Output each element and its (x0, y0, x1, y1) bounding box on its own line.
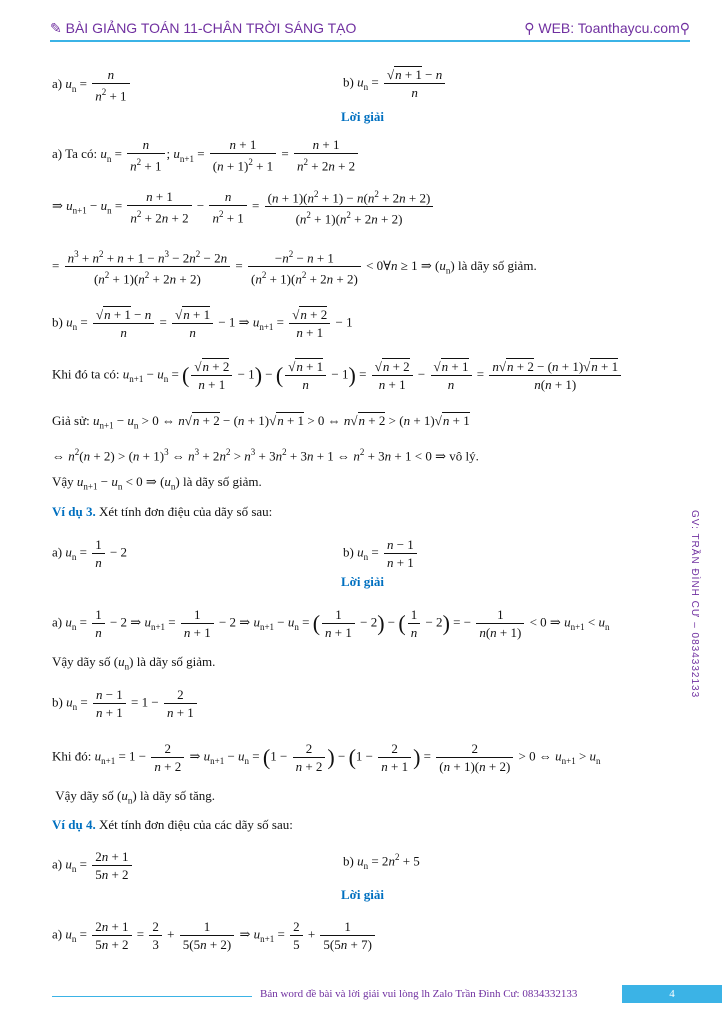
exercise-b: b) $u_n$ = $\frac{√n + 1 - n}{n}$ (343, 66, 447, 101)
example-4: Ví dụ 4. Xét tính đơn điệu của các dãy số sau: (52, 817, 293, 832)
page-header (50, 18, 690, 42)
solution-2-line-4: Khi đó: $u_{n+1} = 1$ − $\frac{2}{n + 2}$ ⇒ $u_{n+1} - u_n = (1$ − $\frac{2}{n + 2}$ ) − (1 − $\frac{2}{n + 1}$ ) = $\frac{2}{(n + 1)(n + 2)}$ > 0 ⇔ $u_{n+1} > u_n$ (52, 741, 601, 774)
header-title: ✎ BÀI GIẢNG TOÁN 11-CHÂN TRỜI SÁNG TẠO (50, 20, 357, 36)
example-3-a: a) $u_n$ = $\frac{1}{n}$ − 2 (52, 537, 128, 570)
solution-line-7: ⇔ $n^2(n + 2) > (n + 1)^3$ ⇔ $n^3 + 2n^2 > n^3 + 3n^2 + 3n + 1$ ⇔ $n^2 + 3n + 1 < 0$ ⇒ vô lý. (52, 447, 479, 464)
solution-2-line-3: b) $u_n$ = $\frac{n - 1}{n + 1}$ = 1 − $\frac{2}{n + 1}$ (52, 686, 199, 721)
solution-line-8: Vậy $u_{n+1} - u_n < 0$ ⇒ $(u_n)$ là dãy số giảm. (52, 474, 262, 492)
solution-line-1: a) Ta có: $u_n$ = $\frac{n}{n^2 + 1}$ ; $u_{n+1}$ = $\frac{n + 1}{(n + 1)^2 + 1}$ = $\frac{n + 1}{n^2 + 2n + 2}$ (52, 136, 360, 174)
page-number: 4 (622, 985, 722, 1003)
solution-line-3: = $\frac{n^3 + n^2 + n + 1 - n^3 - 2n^2 - 2n}{(n^2 + 1)(n^2 + 2n + 2)}$ = $\frac{-n^2 - n + 1}{(n^2 + 1)(n^2 + 2n + 2)}$ < 0∀n ≥ 1 ⇒ $(u_n)$ là dãy số giảm. (52, 246, 537, 288)
example-4-a: a) $u_n$ = $\frac{2n + 1}{5n + 2}$ (52, 848, 134, 883)
solution-heading-2: Lời giải (341, 574, 384, 589)
solution-heading-3: Lời giải (341, 887, 384, 902)
solution-line-6: Giả sử: $u_{n+1} - u_n > 0$ ⇔ n√n + 2 − (n + 1)√n + 1 > 0 ⇔ n√n + 2 > (n + 1)√n + 1 (52, 413, 470, 431)
solution-line-4: b) $u_n$ = $\frac{√n + 1 - n}{n}$ = $\frac{√n + 1}{n}$ − 1 ⇒ $u_{n+1}$ = $\frac{√n + 2}{n + 1}$ − 1 (52, 307, 353, 340)
side-author-text: GV: TRẦN ĐÌNH CƯ – 0834332133 (689, 510, 700, 699)
footer-note: Bản word đề bài và lời giải vui lòng lh Zalo Trần Đình Cư: 0834332133 (260, 988, 578, 1000)
solution-line-2: ⇒ $u_{n+1} - u_n$ = $\frac{n + 1}{n^2 + 2n + 2}$ − $\frac{n}{n^2 + 1}$ = $\frac{(n + 1)(n^2 + 1) - n(n^2 + 2n + 2)}{(n^2 + 1)(n^2 + 2n + 2)}$ (52, 186, 435, 228)
header-website: ⚲ WEB: Toanthaycu.com⚲ (524, 20, 690, 36)
example-4-b: b) $u_n = 2n^2 + 5$ (343, 852, 420, 871)
example-3: Ví dụ 3. Xét tính đơn điệu của dãy số sau: (52, 504, 273, 519)
exercise-a: a) $u_n$ = $\frac{n}{n^2 + 1}$ (52, 66, 132, 104)
example-3-b: b) $u_n$ = $\frac{n - 1}{n + 1}$ (343, 536, 419, 571)
solution-2-line-1: a) $u_n$ = $\frac{1}{n}$ − 2 ⇒ $u_{n+1}$ = $\frac{1}{n + 1}$ − 2 ⇒ $u_{n+1} - u_n$ = ( $\frac{1}{n + 1}$ − 2) − ( $\frac{1}{n}$ − 2) = − $\frac{1}{n(n + 1)}$ < 0 ⇒ $u_{n+1} < u_n$ (52, 607, 610, 640)
solution-line-5: Khi đó ta có: $u_{n+1} - u_n$ = ( $\frac{√n + 2}{n + 1}$ − 1) − ( $\frac{√n + 1}{n}$ − 1) = $\frac{√n + 2}{n + 1}$ − $\frac{√n + 1}{n}$ = $\frac{n√n + 2 - (n + 1)√n + 1}{n(n + 1)}$ (52, 358, 623, 393)
solution-heading: Lời giải (341, 109, 384, 124)
solution-2-line-2: Vậy dãy số $(u_n)$ là dãy số giảm. (52, 654, 216, 672)
solution-3-line-1: a) $u_n$ = $\frac{2n + 1}{5n + 2}$ = $\frac{2}{3}$ + $\frac{1}{5(5n + 2)}$ ⇒ $u_{n+1}$ = $\frac{2}{5}$ + $\frac{1}{5(5n + 7)}$ (52, 918, 377, 953)
solution-2-line-5: Vậy dãy số $(u_n)$ là dãy số tăng. (55, 788, 216, 806)
footer-divider (52, 996, 252, 997)
